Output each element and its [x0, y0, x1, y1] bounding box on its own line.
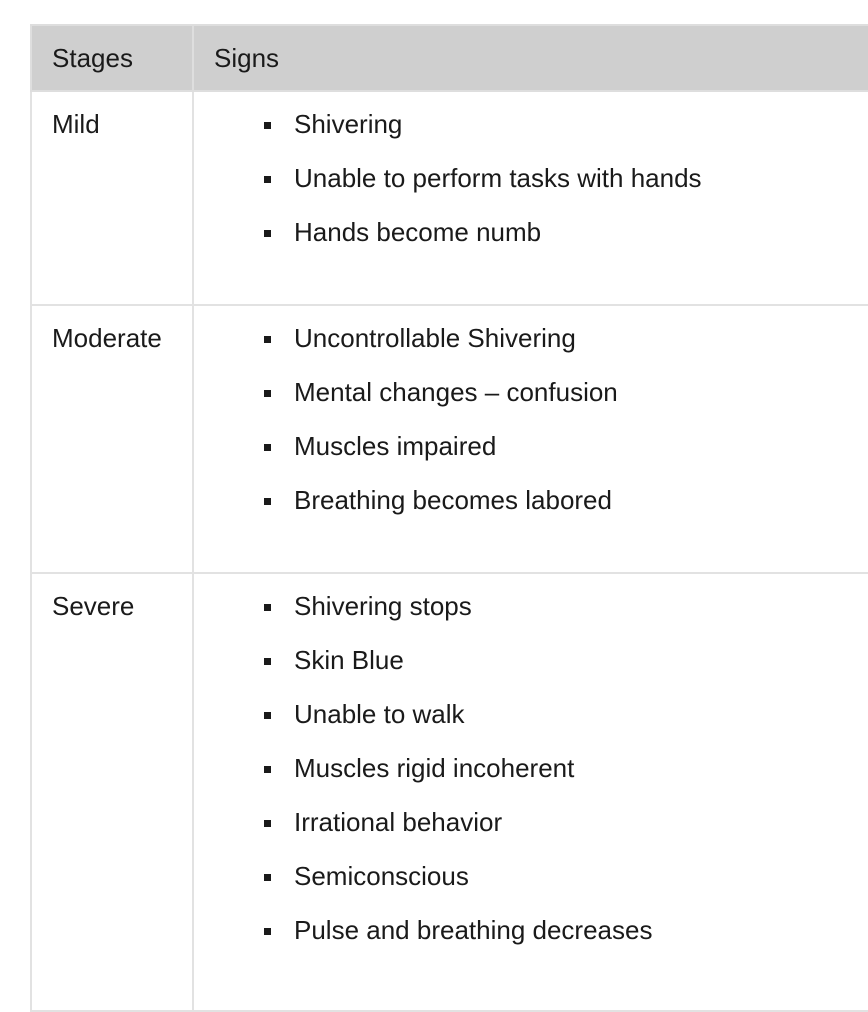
square-bullet-icon — [264, 712, 271, 719]
header-stages: Stages — [31, 25, 193, 91]
list-item — [264, 108, 868, 162]
stage-cell-severe: Severe — [31, 573, 193, 1011]
list-item — [264, 860, 868, 914]
list-item — [264, 162, 868, 216]
list-item — [264, 430, 868, 484]
list-item — [264, 644, 868, 698]
signs-list-moderate — [194, 322, 868, 538]
sign-text: Uncontrollable Shivering — [294, 323, 576, 353]
square-bullet-icon — [264, 122, 271, 129]
list-item — [264, 322, 868, 376]
sign-text: Pulse and breathing decreases — [294, 915, 653, 945]
list-item — [264, 376, 868, 430]
sign-text: Mental changes – confusion — [294, 377, 618, 407]
signs-list-severe — [194, 590, 868, 968]
stages-table-container — [30, 24, 868, 1012]
list-item — [264, 752, 868, 806]
table-header-row — [31, 25, 868, 91]
table-row — [31, 573, 868, 1011]
square-bullet-icon — [264, 874, 271, 881]
sign-text: Breathing becomes labored — [294, 485, 612, 515]
signs-cell-mild — [193, 91, 868, 305]
square-bullet-icon — [264, 766, 271, 773]
signs-list-mild — [194, 108, 868, 270]
square-bullet-icon — [264, 820, 271, 827]
sign-text: Muscles rigid incoherent — [294, 753, 575, 783]
sign-text: Shivering stops — [294, 591, 472, 621]
square-bullet-icon — [264, 444, 271, 451]
signs-cell-moderate — [193, 305, 868, 573]
hypothermia-stages-table — [30, 24, 868, 1012]
square-bullet-icon — [264, 658, 271, 665]
table-row — [31, 305, 868, 573]
square-bullet-icon — [264, 230, 271, 237]
list-item — [264, 806, 868, 860]
list-item — [264, 698, 868, 752]
list-item — [264, 914, 868, 968]
stage-cell-mild: Mild — [31, 91, 193, 305]
sign-text: Irrational behavior — [294, 807, 503, 837]
square-bullet-icon — [264, 928, 271, 935]
signs-cell-severe — [193, 573, 868, 1011]
stage-cell-moderate: Moderate — [31, 305, 193, 573]
sign-text: Semiconscious — [294, 861, 469, 891]
list-item — [264, 216, 868, 270]
square-bullet-icon — [264, 390, 271, 397]
table-row — [31, 91, 868, 305]
square-bullet-icon — [264, 176, 271, 183]
square-bullet-icon — [264, 498, 271, 505]
list-item — [264, 590, 868, 644]
sign-text: Shivering — [294, 109, 403, 139]
sign-text: Skin Blue — [294, 645, 404, 675]
sign-text: Unable to perform tasks with hands — [294, 163, 702, 193]
header-signs: Signs — [193, 25, 868, 91]
sign-text: Muscles impaired — [294, 431, 497, 461]
sign-text: Hands become numb — [294, 217, 542, 247]
square-bullet-icon — [264, 336, 271, 343]
list-item — [264, 484, 868, 538]
square-bullet-icon — [264, 604, 271, 611]
sign-text: Unable to walk — [294, 699, 465, 729]
